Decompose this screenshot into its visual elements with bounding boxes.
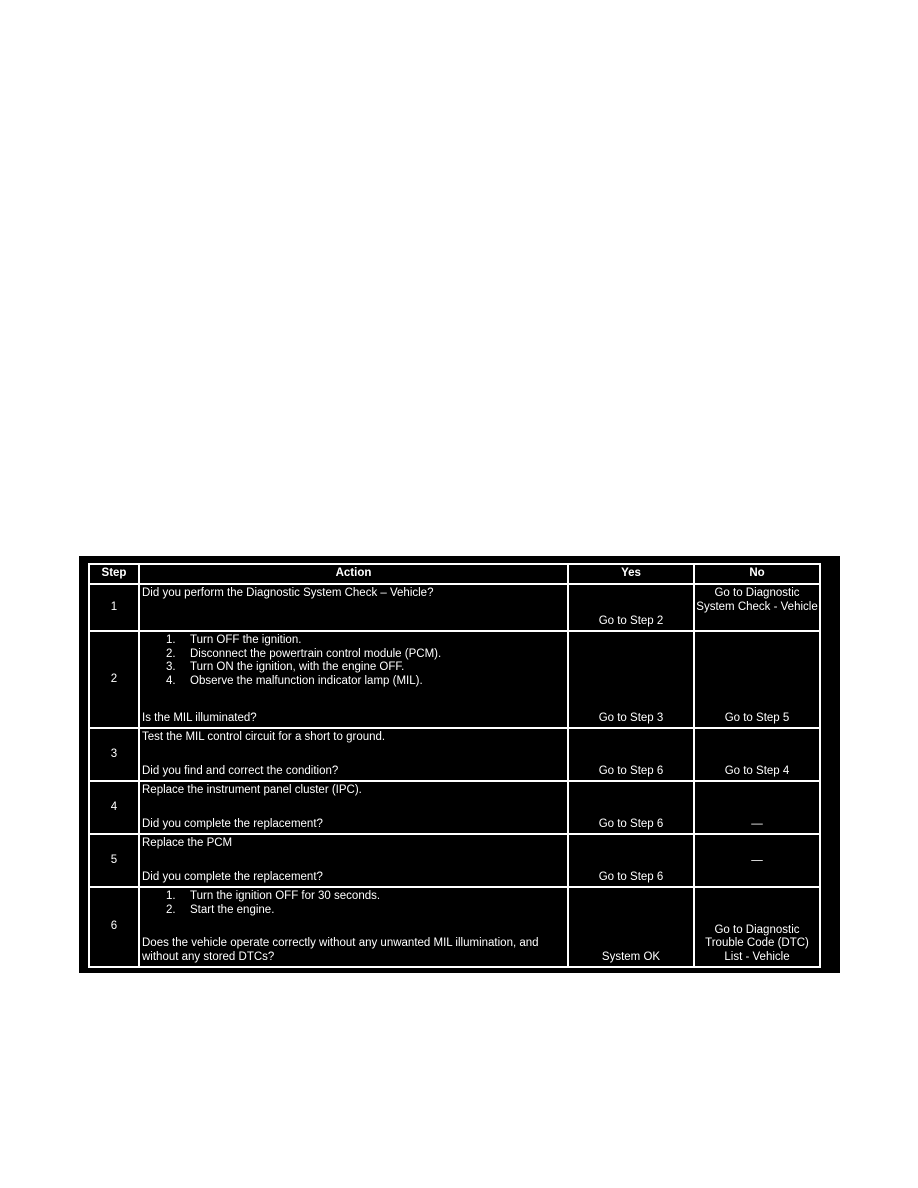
action-text: Replace the PCM	[142, 837, 233, 849]
yes-result: Go to Step 3	[598, 711, 664, 724]
action-cell	[139, 781, 568, 834]
yes-cell	[568, 584, 694, 631]
table-row	[89, 631, 820, 728]
action-cell	[139, 834, 568, 887]
step-number: 5	[110, 853, 118, 866]
no-result: —	[751, 817, 763, 830]
yes-cell	[568, 728, 694, 781]
step-cell	[89, 781, 139, 834]
header-action: Action	[139, 564, 568, 584]
yes-result: System OK	[601, 950, 661, 963]
diagnostic-table	[88, 563, 821, 968]
action-question: Is the MIL illuminated?	[142, 711, 257, 724]
header-step: Step	[89, 564, 139, 584]
action-question: Did you find and correct the condition?	[142, 764, 339, 777]
header-yes: Yes	[568, 564, 694, 584]
table-row	[89, 887, 820, 967]
step-cell	[89, 631, 139, 728]
list-item: 2. Disconnect the powertrain control module (PCM).	[166, 647, 442, 660]
yes-cell	[568, 887, 694, 967]
step-number: 1	[110, 600, 118, 613]
step-cell	[89, 834, 139, 887]
list-item: 2. Start the engine.	[166, 903, 275, 916]
action-cell	[139, 584, 568, 631]
action-text: Did you perform the Diagnostic System Check – Vehicle?	[142, 587, 434, 599]
action-question: Does the vehicle operate correctly without any unwanted MIL illumination, and without any stored DTCs?	[142, 937, 539, 963]
no-cell	[694, 631, 820, 728]
table-row	[89, 728, 820, 781]
yes-cell	[568, 631, 694, 728]
step-cell	[89, 887, 139, 967]
action-cell	[139, 728, 568, 781]
no-cell	[694, 584, 820, 631]
step-number: 6	[110, 920, 118, 933]
action-question: Did you complete the replacement?	[142, 817, 323, 830]
action-text: Replace the instrument panel cluster (IPC).	[142, 784, 362, 796]
yes-result: Go to Step 6	[598, 817, 664, 830]
header-no: No	[694, 564, 820, 584]
no-cell	[694, 781, 820, 834]
action-question: Did you complete the replacement?	[142, 870, 323, 883]
step-number: 3	[110, 747, 118, 760]
step-cell	[89, 728, 139, 781]
no-cell	[694, 834, 820, 887]
step-number: 4	[110, 800, 118, 813]
action-step-list	[142, 890, 563, 917]
step-cell	[89, 584, 139, 631]
table-row	[89, 584, 820, 631]
action-cell	[139, 631, 568, 728]
no-result: —	[751, 853, 763, 866]
no-cell	[694, 887, 820, 967]
no-cell	[694, 728, 820, 781]
step-number: 2	[110, 672, 118, 685]
no-result: Go to Step 4	[724, 764, 790, 777]
list-item: 4. Observe the malfunction indicator lamp (MIL).	[166, 674, 423, 687]
list-item: 3. Turn ON the ignition, with the engine OFF.	[166, 661, 405, 673]
yes-result: Go to Step 6	[598, 764, 664, 777]
diagnostic-table-frame	[79, 556, 840, 973]
yes-cell	[568, 781, 694, 834]
action-text: Test the MIL control circuit for a short to ground.	[142, 731, 386, 743]
list-item: 1. Turn OFF the ignition.	[166, 634, 302, 646]
yes-result: Go to Step 6	[598, 870, 664, 883]
action-cell	[139, 887, 568, 967]
action-step-list	[142, 634, 563, 688]
yes-result: Go to Step 2	[598, 614, 664, 627]
list-item: 1. Turn the ignition OFF for 30 seconds.	[166, 890, 381, 902]
table-row	[89, 834, 820, 887]
no-result: Go to Diagnostic Trouble Code (DTC) List - Vehicle	[705, 923, 809, 963]
table-header-row	[89, 564, 820, 584]
yes-cell	[568, 834, 694, 887]
no-result: Go to Step 5	[724, 711, 790, 724]
table-row	[89, 781, 820, 834]
no-result: Go to Diagnostic System Check - Vehicle	[696, 587, 818, 613]
